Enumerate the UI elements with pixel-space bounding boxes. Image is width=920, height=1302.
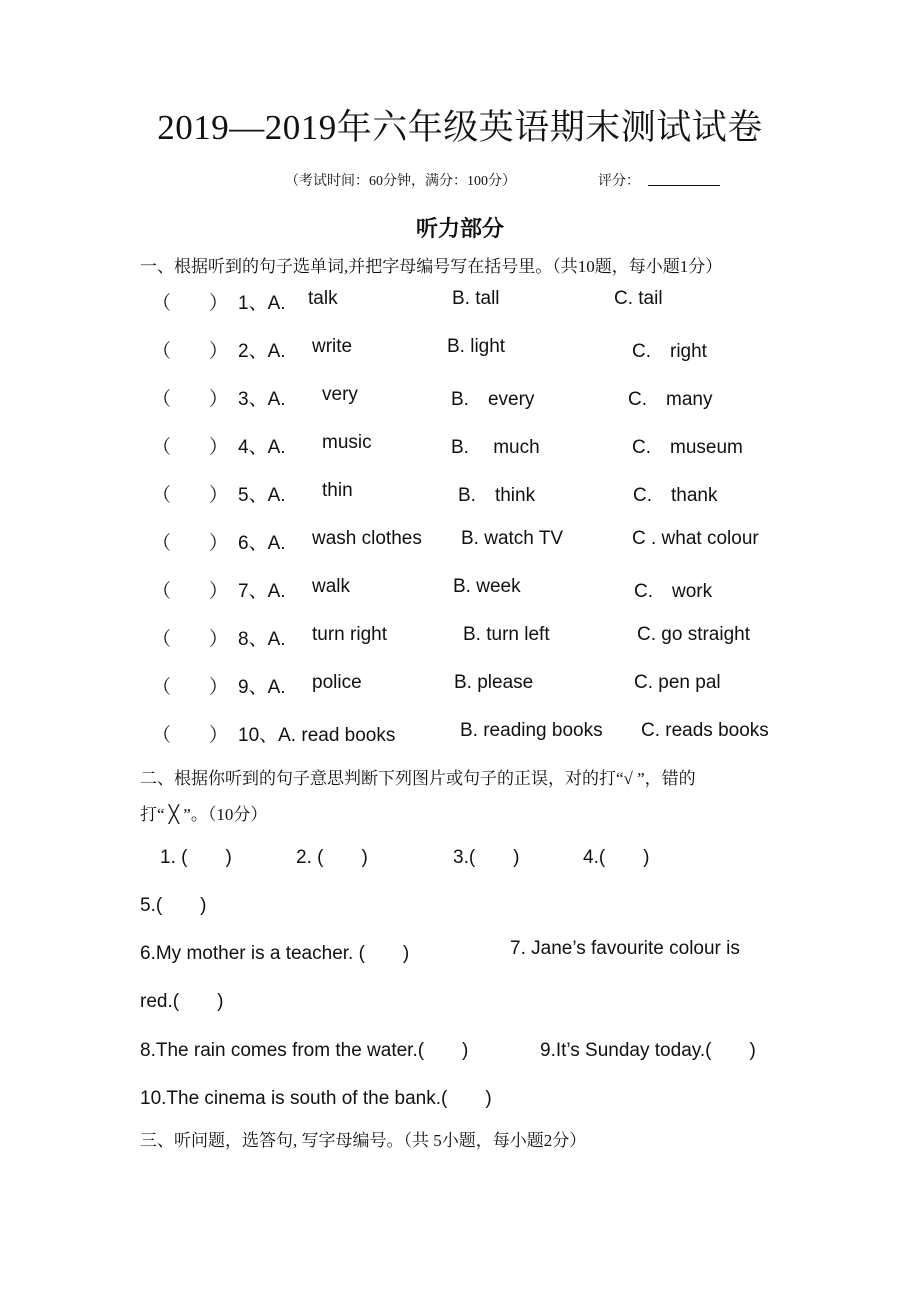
exam-info: （考试时间：60分钟，满分：100分） <box>285 174 516 189</box>
score-label: 评分： <box>598 174 640 189</box>
option-b: B. every <box>451 389 535 410</box>
judge-item-8[interactable]: 8.The rain comes from the water.( ) <box>140 1040 469 1061</box>
answer-blank[interactable]: （ ） <box>152 341 229 362</box>
question-number: 7、A. <box>238 581 286 602</box>
option-b: B. watch TV <box>461 528 564 549</box>
option-a: music <box>322 432 372 453</box>
question-number: 10、A. read books <box>238 725 396 746</box>
question-number: 4、A. <box>238 437 286 458</box>
option-c: C . what colour <box>632 528 759 549</box>
option-c: C. go straight <box>637 624 750 645</box>
option-b: B. think <box>458 485 536 506</box>
answer-blank[interactable]: （ ） <box>152 485 229 506</box>
page-title: 2019—2019年六年级英语期末测试试卷 <box>157 108 763 147</box>
question-row <box>0 336 920 366</box>
answer-blank[interactable]: （ ） <box>152 533 229 554</box>
answer-blank[interactable]: （ ） <box>152 581 229 602</box>
question-row <box>0 432 920 462</box>
question-number: 6、A. <box>238 533 286 554</box>
judge-item-7-cont[interactable]: red.( ) <box>140 991 224 1012</box>
question-row <box>0 672 920 702</box>
answer-blank[interactable]: （ ） <box>152 725 229 746</box>
option-c: C. reads books <box>641 720 769 741</box>
question-row <box>0 528 920 558</box>
judge-item-2[interactable]: 2. ( ) <box>296 847 368 868</box>
question-number: 2、A. <box>238 341 286 362</box>
section-title: 听力部分 <box>415 216 504 241</box>
option-a: write <box>312 336 353 357</box>
option-c: C. work <box>634 581 713 602</box>
option-c: C. thank <box>633 485 718 506</box>
option-c: C. tail <box>614 288 663 309</box>
option-b: B. please <box>454 672 534 693</box>
option-b: B. much <box>451 437 540 458</box>
score-blank[interactable] <box>648 185 720 186</box>
question-row <box>0 480 920 510</box>
answer-blank[interactable]: （ ） <box>152 677 229 698</box>
answer-blank[interactable]: （ ） <box>152 437 229 458</box>
option-a: wash clothes <box>312 528 422 549</box>
question-row <box>0 624 920 654</box>
question-number: 5、A. <box>238 485 286 506</box>
option-c: C. many <box>628 389 713 410</box>
judge-item-5[interactable]: 5.( ) <box>140 895 207 916</box>
judge-item-6[interactable]: 6.My mother is a teacher. ( ) <box>140 943 410 964</box>
judge-item-7: 7. Jane’s favourite colour is <box>510 938 740 959</box>
answer-blank[interactable]: （ ） <box>152 389 229 410</box>
question-number: 8、A. <box>238 629 286 650</box>
part3-instruction: 三、听问题，选答句, 写字母编号。（共 5小题，每小题2分） <box>140 1131 587 1150</box>
option-a: turn right <box>312 624 387 645</box>
answer-blank[interactable]: （ ） <box>152 293 229 314</box>
question-row <box>0 384 920 414</box>
judge-item-4[interactable]: 4.( ) <box>583 847 650 868</box>
question-number: 1、A. <box>238 293 286 314</box>
question-number: 9、A. <box>238 677 286 698</box>
option-b: B. reading books <box>460 720 603 741</box>
option-c: C. pen pal <box>634 672 721 693</box>
answer-blank[interactable]: （ ） <box>152 629 229 650</box>
option-b: B. light <box>447 336 506 357</box>
part2-instruction-line2: 打“ ╳ ”。（10分） <box>140 805 268 824</box>
option-c: C. right <box>632 341 707 362</box>
question-row <box>0 576 920 606</box>
question-row <box>0 720 920 750</box>
option-a: police <box>312 672 362 693</box>
option-b: B. tall <box>452 288 500 309</box>
part1-instruction: 一、根据听到的句子选单词,并把字母编号写在括号里。（共10题，每小题1分） <box>140 257 723 276</box>
option-a: walk <box>312 576 351 597</box>
question-row <box>0 288 920 318</box>
judge-item-10[interactable]: 10.The cinema is south of the bank.( ) <box>140 1088 492 1109</box>
option-a: thin <box>322 480 353 501</box>
option-a: very <box>322 384 358 405</box>
option-a: talk <box>308 288 338 309</box>
option-c: C. museum <box>632 437 743 458</box>
judge-item-3[interactable]: 3.( ) <box>453 847 520 868</box>
judge-item-9[interactable]: 9.It’s Sunday today.( ) <box>540 1040 756 1061</box>
option-b: B. week <box>453 576 521 597</box>
option-b: B. turn left <box>463 624 550 645</box>
judge-item-1[interactable]: 1. ( ) <box>160 847 232 868</box>
question-number: 3、A. <box>238 389 286 410</box>
part2-instruction-line1: 二、根据你听到的句子意思判断下列图片或句子的正误，对的打“√ ”，错的 <box>140 769 696 788</box>
